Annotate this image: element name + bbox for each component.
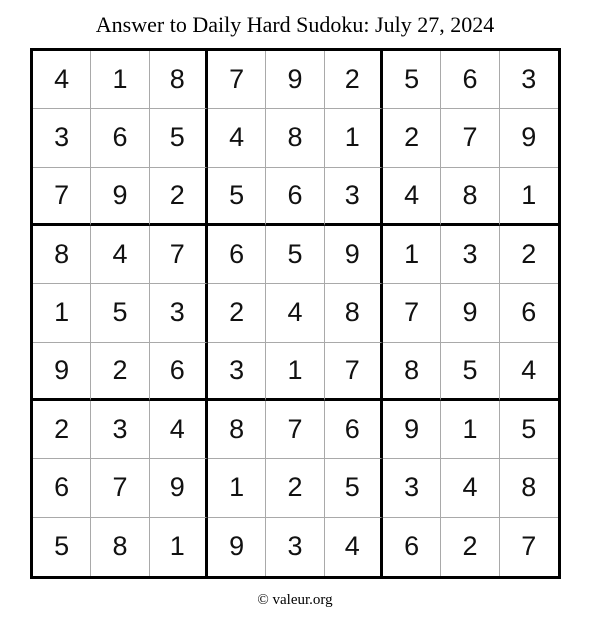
sudoku-cell-r6-c5[interactable]: 1 (266, 343, 324, 401)
sudoku-cell-r8-c9[interactable]: 8 (500, 459, 558, 517)
sudoku-cell-r1-c5[interactable]: 9 (266, 51, 324, 109)
sudoku-cell-r5-c5[interactable]: 4 (266, 284, 324, 342)
copyright-footer: © valeur.org (257, 592, 333, 608)
sudoku-cell-r2-c7[interactable]: 2 (383, 109, 441, 167)
sudoku-cell-r6-c6[interactable]: 7 (325, 343, 383, 401)
sudoku-cell-r1-c9[interactable]: 3 (500, 51, 558, 109)
sudoku-cell-r9-c1[interactable]: 5 (33, 518, 91, 576)
sudoku-cell-r5-c6[interactable]: 8 (325, 284, 383, 342)
sudoku-cell-r5-c4[interactable]: 2 (208, 284, 266, 342)
sudoku-cell-r9-c4[interactable]: 9 (208, 518, 266, 576)
sudoku-cell-r3-c6[interactable]: 3 (325, 168, 383, 226)
sudoku-cell-r6-c3[interactable]: 6 (150, 343, 208, 401)
sudoku-cell-r9-c6[interactable]: 4 (325, 518, 383, 576)
sudoku-cell-r1-c4[interactable]: 7 (208, 51, 266, 109)
sudoku-cell-r2-c3[interactable]: 5 (150, 109, 208, 167)
sudoku-cell-r8-c3[interactable]: 9 (150, 459, 208, 517)
sudoku-cell-r7-c8[interactable]: 1 (441, 401, 499, 459)
sudoku-cell-r4-c9[interactable]: 2 (500, 226, 558, 284)
sudoku-cell-r6-c8[interactable]: 5 (441, 343, 499, 401)
sudoku-cell-r8-c1[interactable]: 6 (33, 459, 91, 517)
sudoku-cell-r3-c1[interactable]: 7 (33, 168, 91, 226)
sudoku-cell-r9-c3[interactable]: 1 (150, 518, 208, 576)
page-title: Answer to Daily Hard Sudoku: July 27, 2024 (95, 12, 495, 37)
sudoku-cell-r5-c8[interactable]: 9 (441, 284, 499, 342)
sudoku-cell-r5-c9[interactable]: 6 (500, 284, 558, 342)
sudoku-cell-r9-c8[interactable]: 2 (441, 518, 499, 576)
sudoku-cell-r5-c3[interactable]: 3 (150, 284, 208, 342)
sudoku-cell-r3-c5[interactable]: 6 (266, 168, 324, 226)
sudoku-cell-r8-c5[interactable]: 2 (266, 459, 324, 517)
sudoku-cell-r9-c2[interactable]: 8 (91, 518, 149, 576)
sudoku-cell-r8-c8[interactable]: 4 (441, 459, 499, 517)
sudoku-cell-r1-c8[interactable]: 6 (441, 51, 499, 109)
sudoku-cell-r1-c6[interactable]: 2 (325, 51, 383, 109)
sudoku-cell-r9-c7[interactable]: 6 (383, 518, 441, 576)
sudoku-cell-r8-c6[interactable]: 5 (325, 459, 383, 517)
sudoku-cell-r1-c7[interactable]: 5 (383, 51, 441, 109)
sudoku-cell-r9-c5[interactable]: 3 (266, 518, 324, 576)
sudoku-cell-r5-c7[interactable]: 7 (383, 284, 441, 342)
sudoku-cell-r2-c4[interactable]: 4 (208, 109, 266, 167)
sudoku-cell-r8-c2[interactable]: 7 (91, 459, 149, 517)
sudoku-cell-r2-c9[interactable]: 9 (500, 109, 558, 167)
sudoku-cell-r5-c2[interactable]: 5 (91, 284, 149, 342)
sudoku-cell-r5-c1[interactable]: 1 (33, 284, 91, 342)
sudoku-cell-r7-c4[interactable]: 8 (208, 401, 266, 459)
sudoku-cell-r1-c1[interactable]: 4 (33, 51, 91, 109)
sudoku-cell-r2-c8[interactable]: 7 (441, 109, 499, 167)
sudoku-cell-r7-c6[interactable]: 6 (325, 401, 383, 459)
sudoku-cell-r6-c4[interactable]: 3 (208, 343, 266, 401)
sudoku-cell-r2-c6[interactable]: 1 (325, 109, 383, 167)
sudoku-cell-r4-c6[interactable]: 9 (325, 226, 383, 284)
sudoku-cell-r2-c5[interactable]: 8 (266, 109, 324, 167)
sudoku-cell-r2-c1[interactable]: 3 (33, 109, 91, 167)
sudoku-cell-r6-c2[interactable]: 2 (91, 343, 149, 401)
sudoku-cell-r7-c9[interactable]: 5 (500, 401, 558, 459)
sudoku-cell-r3-c4[interactable]: 5 (208, 168, 266, 226)
sudoku-cell-r7-c2[interactable]: 3 (91, 401, 149, 459)
sudoku-cell-r3-c8[interactable]: 8 (441, 168, 499, 226)
sudoku-cell-r4-c7[interactable]: 1 (383, 226, 441, 284)
sudoku-cell-r8-c4[interactable]: 1 (208, 459, 266, 517)
sudoku-cell-r4-c2[interactable]: 4 (91, 226, 149, 284)
sudoku-cell-r6-c9[interactable]: 4 (500, 343, 558, 401)
sudoku-cell-r7-c7[interactable]: 9 (383, 401, 441, 459)
sudoku-cell-r1-c2[interactable]: 1 (91, 51, 149, 109)
sudoku-cell-r4-c5[interactable]: 5 (266, 226, 324, 284)
sudoku-cell-r4-c1[interactable]: 8 (33, 226, 91, 284)
sudoku-cell-r6-c7[interactable]: 8 (383, 343, 441, 401)
sudoku-cell-r4-c8[interactable]: 3 (441, 226, 499, 284)
sudoku-cell-r8-c7[interactable]: 3 (383, 459, 441, 517)
sudoku-cell-r4-c3[interactable]: 7 (150, 226, 208, 284)
sudoku-cell-r3-c7[interactable]: 4 (383, 168, 441, 226)
sudoku-cell-r7-c5[interactable]: 7 (266, 401, 324, 459)
sudoku-cell-r1-c3[interactable]: 8 (150, 51, 208, 109)
sudoku-cell-r3-c2[interactable]: 9 (91, 168, 149, 226)
sudoku-cell-r4-c4[interactable]: 6 (208, 226, 266, 284)
sudoku-grid (30, 48, 561, 579)
sudoku-cell-r2-c2[interactable]: 6 (91, 109, 149, 167)
sudoku-cell-r7-c3[interactable]: 4 (150, 401, 208, 459)
sudoku-cell-r3-c9[interactable]: 1 (500, 168, 558, 226)
sudoku-cell-r9-c9[interactable]: 7 (521, 531, 537, 562)
sudoku-cell-r6-c1[interactable]: 9 (33, 343, 91, 401)
sudoku-cell-r7-c1[interactable]: 2 (33, 401, 91, 459)
sudoku-cell-r3-c3[interactable]: 2 (150, 168, 208, 226)
